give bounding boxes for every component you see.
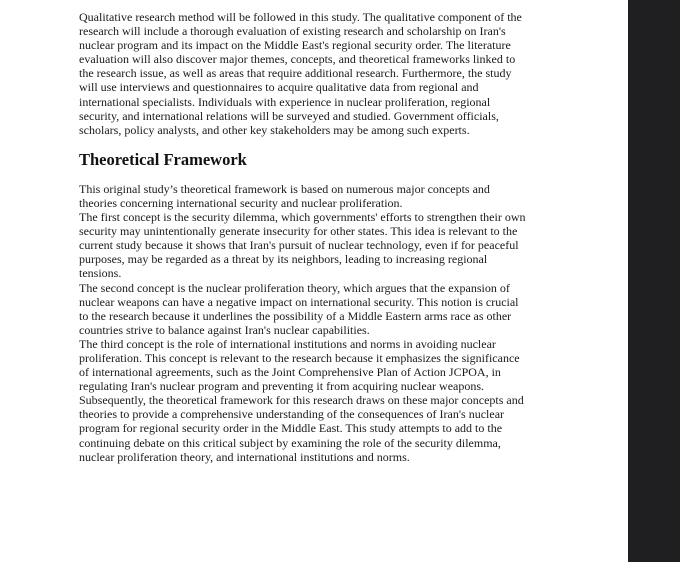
text-line: tensions. [79, 266, 122, 281]
text-line: purposes, may be regarded as a threat by its neighbors, leading to increasing regional [79, 252, 488, 267]
text-line: Subsequently, the theoretical framework for this research draws on these major concepts and [79, 393, 524, 408]
text-line: The second concept is the nuclear proliferation theory, which argues that the expansion of [79, 280, 510, 295]
text-line: The first concept is the security dilemma, which governments' efforts to strengthen their own [79, 210, 526, 225]
section-heading: Theoretical Framework [79, 149, 247, 169]
text-line: continuing debate on this critical subject by examining the role of the security dilemma, [79, 435, 501, 450]
text-line: regulating Iran's nuclear program and preventing it from acquiring nuclear weapons. [79, 379, 485, 394]
text-line: theories to provide a comprehensive understanding of the consequences of Iran's nuclear [79, 407, 505, 422]
text-line: proliferation. This concept is relevant to the research because it emphasizes the significance [79, 350, 520, 365]
framework-paragraph [79, 182, 555, 464]
text-line: nuclear weapons can have a negative impact on international security. This notion is crucial [79, 294, 519, 309]
text-line: research will include a thorough evaluation of existing research and scholarship on Iran's [79, 24, 506, 39]
intro-paragraph [79, 10, 555, 137]
text-line: security, and international relations will be surveyed and studied. Government officials, [79, 108, 499, 123]
text-line: theories concerning international security and nuclear proliferation. [79, 195, 403, 210]
text-line: nuclear program and its impact on the Middle East's regional security order. The literature [79, 38, 511, 53]
text-line: to the research because it underlines the possibility of a Middle Eastern arms race as other [79, 308, 512, 323]
text-line: countries strive to balance against Iran's nuclear capabilities. [79, 322, 370, 337]
text-line: the research issue, as well as areas that require additional research. Furthermore, the study [79, 66, 512, 81]
text-line: will use interviews and questionnaires to acquire qualitative data from regional and [79, 80, 479, 95]
text-line: international specialists. Individuals with experience in nuclear proliferation, regional [79, 94, 491, 109]
text-line: security may unintentionally generate insecurity for other states. This idea is relevant to the [79, 224, 518, 239]
text-line: program for regional security order in the Middle East. This study attempts to add to the [79, 421, 503, 436]
document-content [79, 10, 555, 464]
viewer-side-panel [628, 0, 680, 562]
text-line: current study because it shows that Iran's pursuit of nuclear technology, even if for peaceful [79, 238, 519, 253]
text-line: nuclear proliferation theory, and international institutions and norms. [79, 449, 410, 464]
text-line: Qualitative research method will be followed in this study. The qualitative component of the [79, 10, 522, 24]
text-line: scholars, policy analysts, and other key stakeholders may be among such experts. [79, 122, 470, 137]
text-line: evaluation will also discover major themes, concepts, and theoretical frameworks linked to [79, 52, 516, 67]
text-line: This original study’s theoretical framework is based on numerous major concepts and [79, 181, 490, 196]
text-line: The third concept is the role of international institutions and norms in avoiding nuclear [79, 336, 496, 351]
text-line: of international agreements, such as the Joint Comprehensive Plan of Action JCPOA, in [79, 365, 501, 380]
